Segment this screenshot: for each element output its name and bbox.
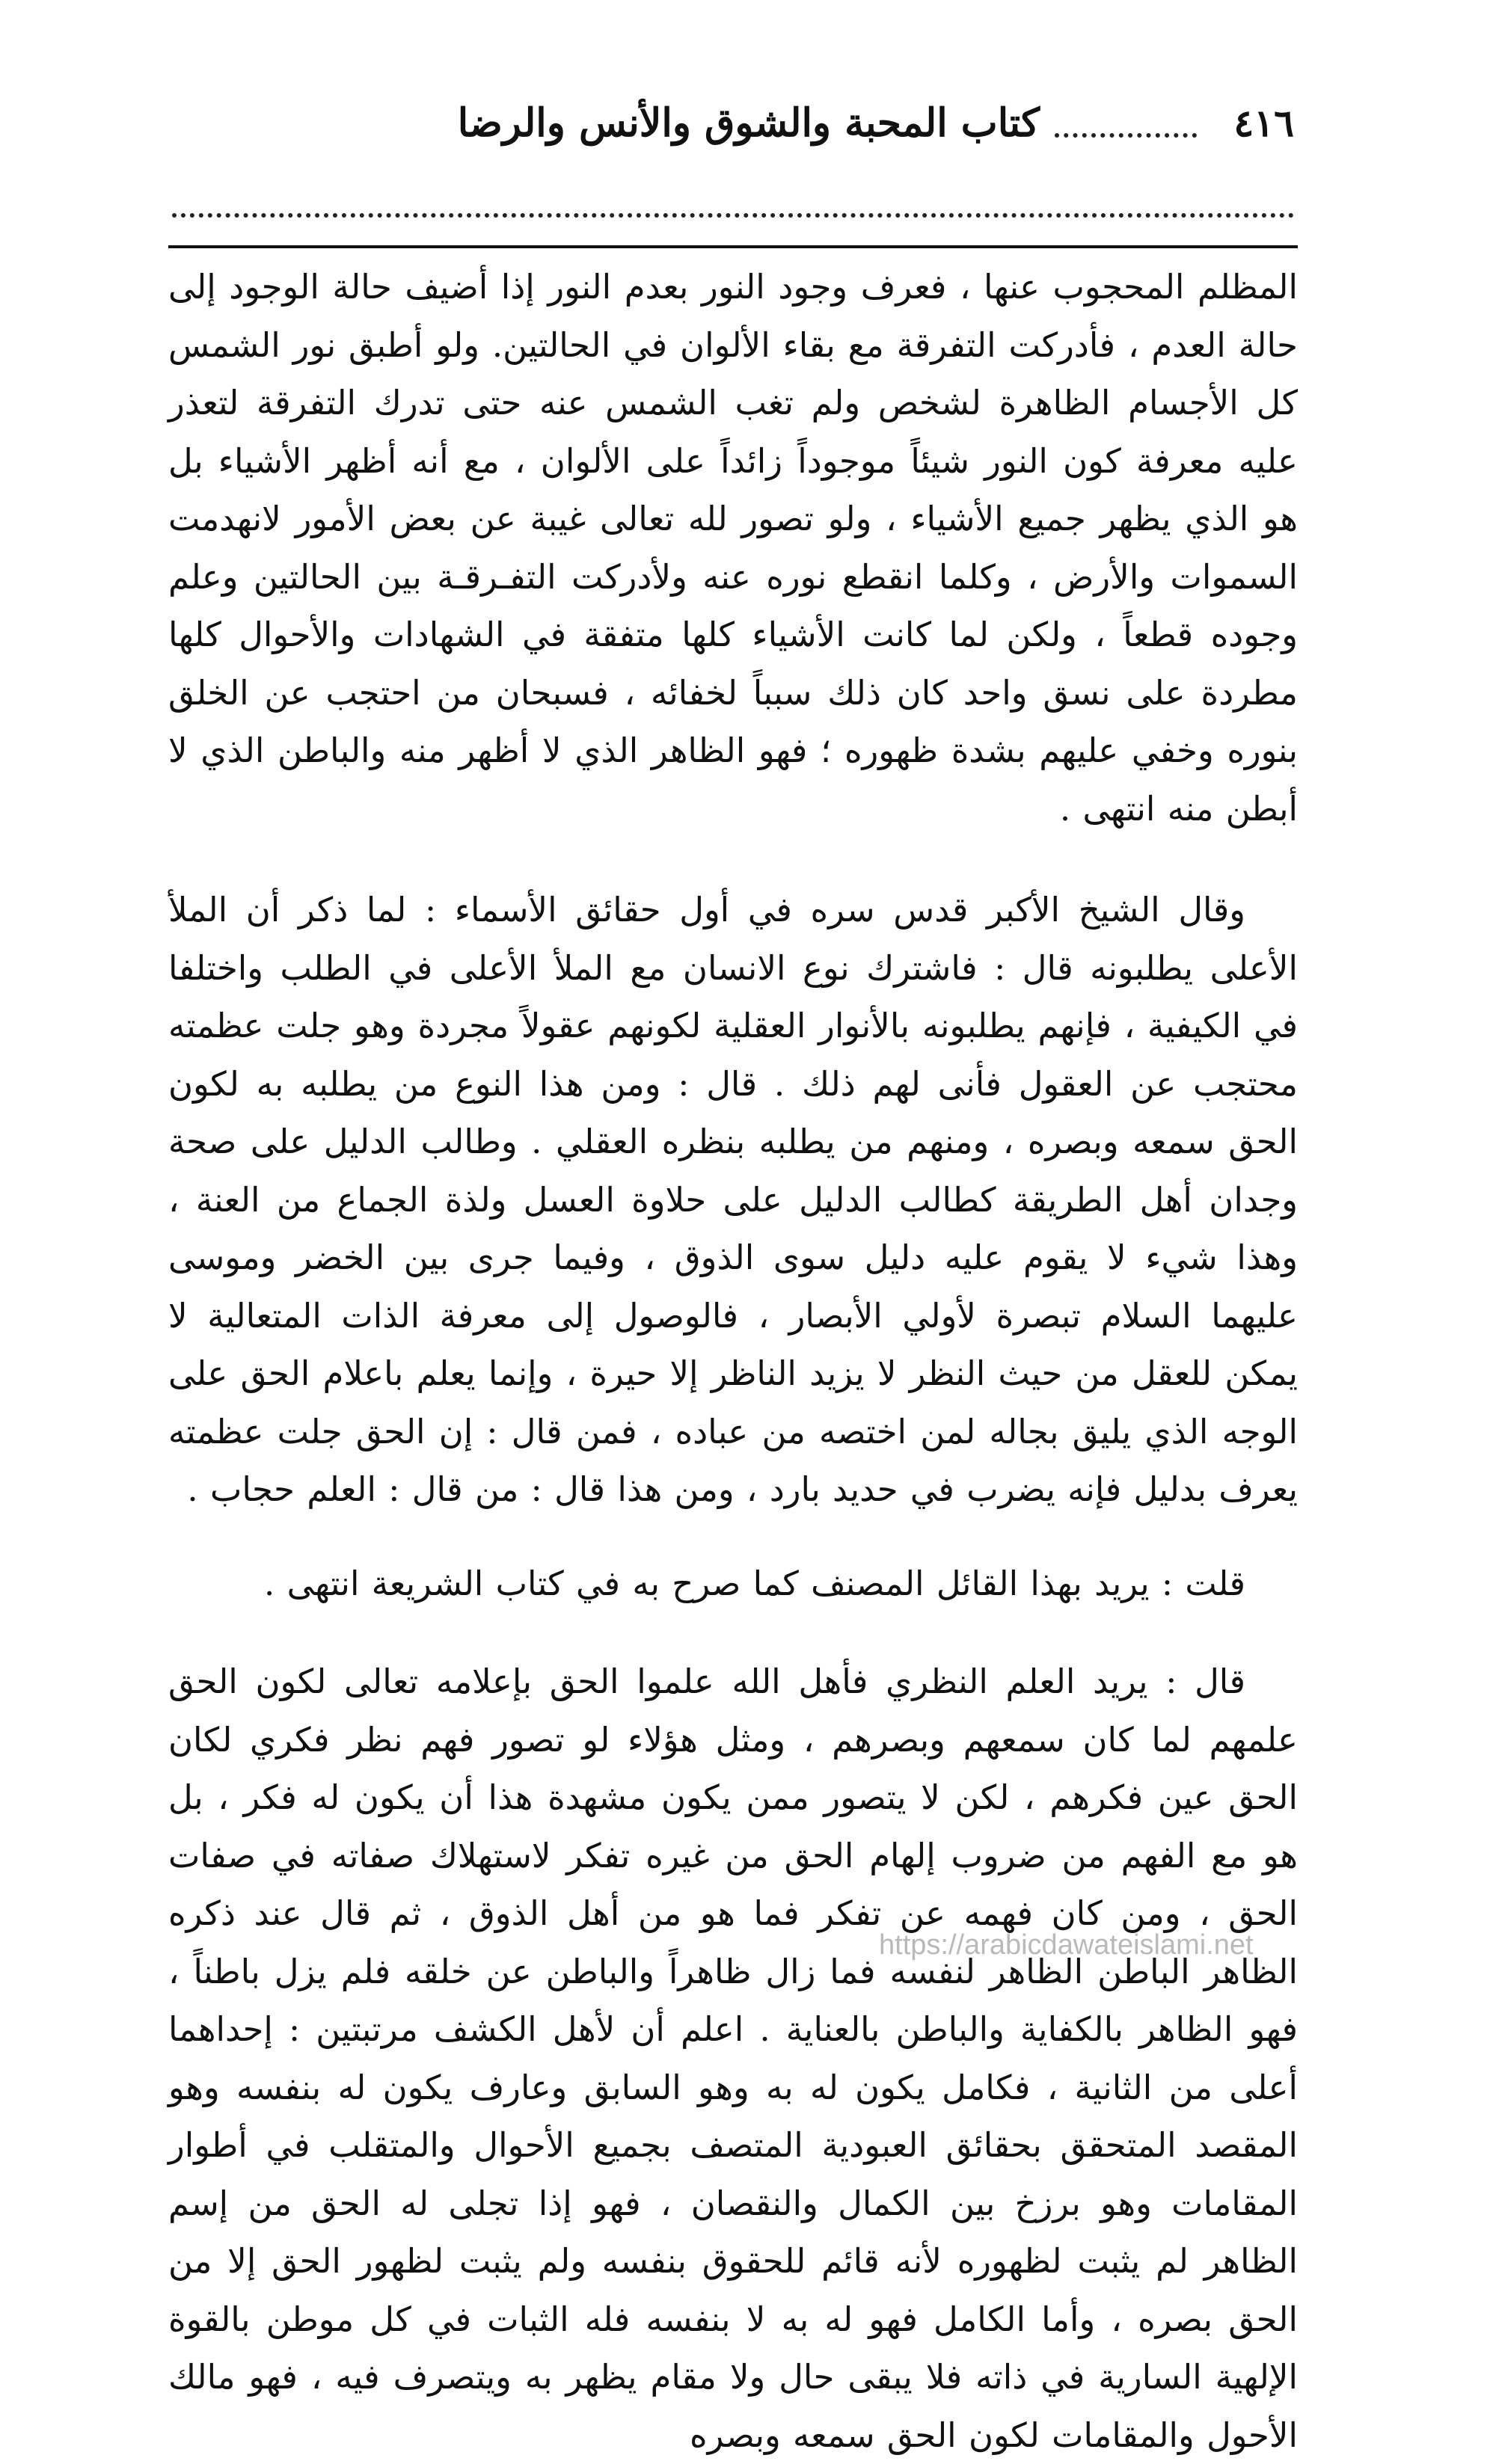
body-text xyxy=(168,258,1298,2464)
header-rule xyxy=(168,245,1298,248)
source-watermark: https://arabicdawateislami.net xyxy=(879,1929,1254,1961)
page-number: ٤١٦ xyxy=(1233,101,1294,145)
paragraph: قال : يريد العلم النظري فأهل الله علموا الحق بإعلامه تعالى لكون الحق علمهم لما كان سمعهم وبصرهم ، ومثل هؤلاء لو تصور فهم نظر فكري لكان الحق عين فكرهم ، لكن لا يتصور ممن يكون مشهدة هذا أن يكون له فكر ، بل هو مع الفهم من ضروب إلهام الحق من غيره تفكر لاستهلاك صفاته في صفات الحق ، ومن كان فهمه عن تفكر فما هو من أهل الذوق ، ثم قال عند ذكره الظاهر الباطن الظاهر لنفسه فما زال ظاهراً والباطن عن خلقه فلم يزل باطناً ، فهو الظاهر بالكفاية والباطن بالعناية . اعلم أن لأهل الكشف مرتبتين : إحداهما أعلى من الثانية ، فكامل يكون له به وهو السابق وعارف يكون له بنفسه وهو المقصد المتحقق بحقائق العبودية المتصف بجميع الأحوال والمتقلب في أطوار المقامات وهو برزخ بين الكمال والنقصان ، فهو إذا تجلى له الحق من إسم الظاهر لم يثبت لظهوره لأنه قائم للحقوق بنفسه ولم يثبت لظهور الحق إلا من الحق بصره ، وأما الكامل فهو له به لا بنفسه فله الثبات في كل موطن بالقوة الإلهية السارية في ذاته فلا يبقى حال ولا مقام يظهر به ويتصرف فيه ، فهو مالك الأحول والمقامات لكون الحق سمعه وبصره xyxy=(168,1662,1298,2455)
paragraph: قلت : يريد بهذا القائل المصنف كما صرح به في كتاب الشريعة انتهى . xyxy=(264,1563,1245,1603)
paragraph: المظلم المحجوب عنها ، فعرف وجود النور بعدم النور إذا أضيف حالة الوجود إلى حالة العدم ، فأدركت التفرقة مع بقاء الألوان في الحالتين. ولو أطبق نور الشمس كل الأجسام الظاهرة لشخص ولم تغب الشمس عنه حتى تدرك التفرقة لتعذر عليه معرفة كون النور شيئاً موجوداً زائداً على الألوان ، مع أنه أظهر الأشياء بل هو الذي يظهر جميع الأشياء ، ولو تصور لله تعالى غيبة عن بعض الأمور لانهدمت السموات والأرض ، وكلما انقطع نوره عنه ولأدركت التفـرقـة بين الحالتين وعلم وجوده قطعاً ، ولكن لما كانت الأشياء كلها متفقة في الشهادات والأحوال كلها مطردة على نسق واحد كان ذلك سبباً لخفائه ، فسبحان من احتجب عن الخلق بنوره وخفي عليهم بشدة ظهوره ؛ فهو الظاهر الذي لا أظهر منه والباطن الذي لا أبطن منه انتهى . xyxy=(168,267,1298,829)
paragraph: وقال الشيخ الأكبر قدس سره في أول حقائق الأسماء : لما ذكر أن الملأ الأعلى يطلبونه قال : فاشترك نوع الانسان مع الملأ الأعلى في الطلب واختلفا في الكيفية ، فإنهم يطلبونه بالأنوار العقلية لكونهم عقولاً مجردة وهو جلت عظمته محتجب عن العقول فأنى لهم ذلك . قال : ومن هذا النوع من يطلبه به لكون الحق سمعه وبصره ، ومنهم من يطلبه بنظره العقلي . وطالب الدليل على صحة وجدان أهل الطريقة كطالب الدليل على حلاوة العسل ولذة الجماع من العنة ، وهذا شيء لا يقوم عليه دليل سوى الذوق ، وفيما جرى بين الخضر وموسى عليهما السلام تبصرة لأولي الأبصار ، فالوصول إلى معرفة الذات المتعالية لا يمكن للعقل من حيث النظر لا يزيد الناظر إلا حيرة ، وإنما يعلم باعلام الحق على الوجه الذي يليق بجاله لمن اختصه من عباده ، فمن قال : إن الحق جلت عظمته يعرف بدليل فإنه يضرب في حديد بارد ، ومن هذا قال : من قال : العلم حجاب . xyxy=(168,890,1298,1509)
header-dot-leader xyxy=(1055,133,1197,138)
running-title: كتاب المحبة والشوق والأنس والرضا xyxy=(457,100,1040,146)
page-header xyxy=(172,90,1294,157)
dotted-divider xyxy=(172,213,1294,218)
